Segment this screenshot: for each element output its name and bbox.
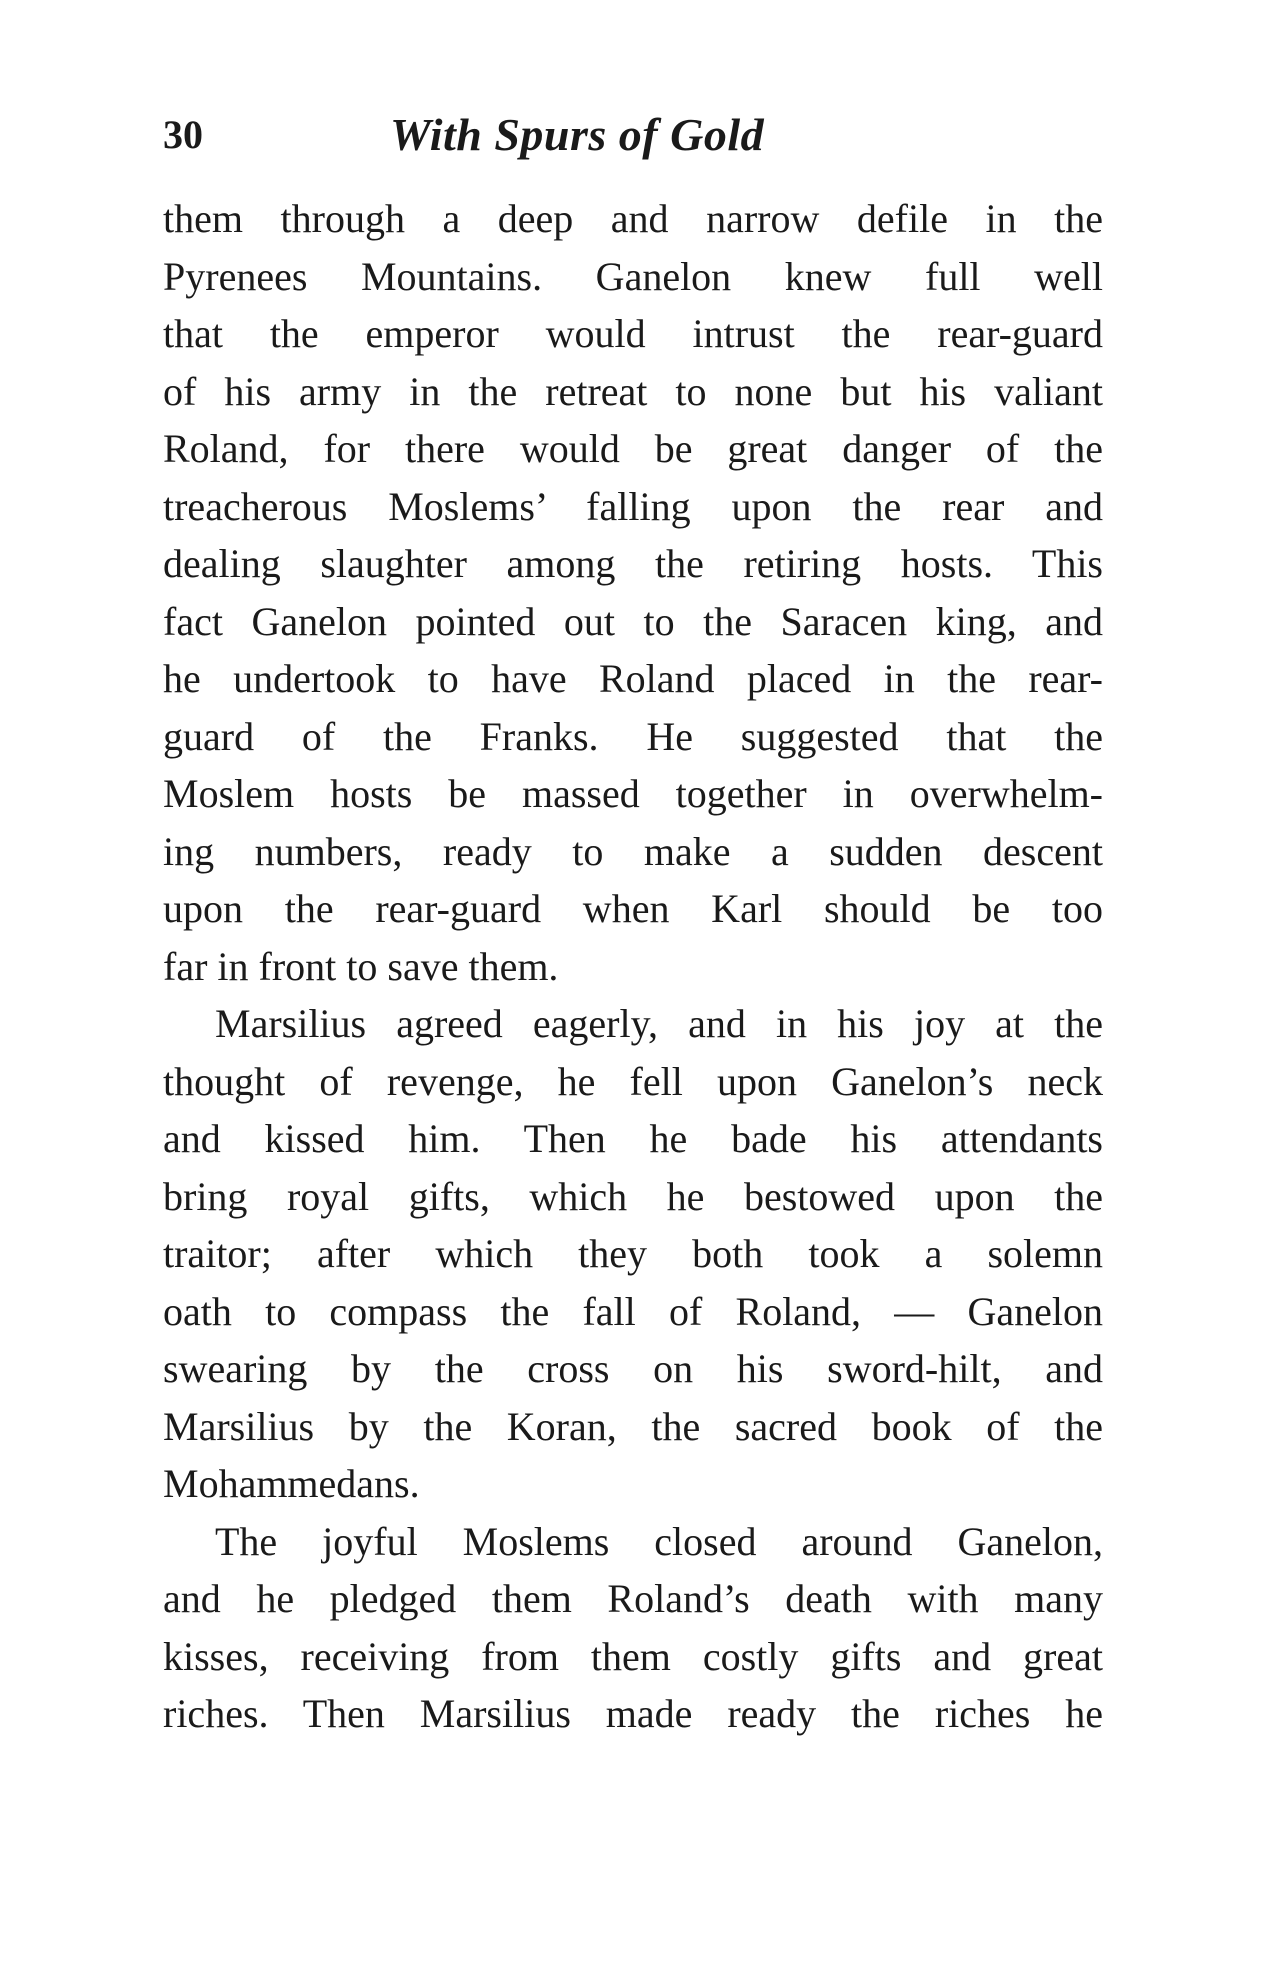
paragraph [163,995,1103,1513]
text-line: Marsilius agreed eagerly, and in his joy at the [215,1001,1103,1046]
text-line: he undertook to have Roland placed in the rear- [163,656,1103,701]
text-line: kisses, receiving from them costly gifts and great [163,1633,1103,1679]
paragraph [163,1513,1103,1743]
text-line: that the emperor would intrust the rear-guard [163,311,1103,356]
paragraph [163,190,1103,995]
text-line: upon the rear-guard when Karl should be too [163,886,1103,931]
text-line: Moslem hosts be massed together in overwhelm- [163,771,1103,816]
text-line: riches. Then Marsilius made ready the riches he [163,1691,1103,1736]
text-line: oath to compass the fall of Roland, — Ganelon [163,1288,1103,1334]
text-line: Mohammedans. [163,1461,420,1506]
text-line: of his army in the retreat to none but his valiant [163,368,1103,414]
text-line: Roland, for there would be great danger of the [163,426,1103,471]
text-line: far in front to save them. [163,943,559,989]
text-line: Marsilius by the Koran, the sacred book of the [163,1403,1103,1449]
text-line: and he pledged them Roland’s death with many [163,1576,1103,1621]
body-text [163,190,1103,1743]
text-line: bring royal gifts, which he bestowed upon the [163,1173,1103,1219]
running-title: With Spurs of Gold [390,109,765,160]
text-line: swearing by the cross on his sword-hilt, and [163,1346,1103,1391]
text-line: dealing slaughter among the retiring hosts. This [163,541,1103,586]
text-line: traitor; after which they both took a solemn [163,1231,1103,1276]
text-line: fact Ganelon pointed out to the Saracen king, and [163,598,1103,644]
running-head [163,100,1103,170]
text-line: treacherous Moslems’ falling upon the rear and [163,483,1103,529]
text-line: ing numbers, ready to make a sudden descent [163,828,1103,874]
text-line: and kissed him. Then he bade his attendants [163,1116,1103,1161]
text-line: thought of revenge, he fell upon Ganelon’s neck [163,1058,1103,1104]
text-line: The joyful Moslems closed around Ganelon, [215,1518,1103,1564]
page-number: 30 [163,112,203,157]
text-line: them through a deep and narrow defile in the [163,196,1103,241]
text-line: guard of the Franks. He suggested that the [163,713,1103,759]
text-line: Pyrenees Mountains. Ganelon knew full well [163,253,1103,299]
